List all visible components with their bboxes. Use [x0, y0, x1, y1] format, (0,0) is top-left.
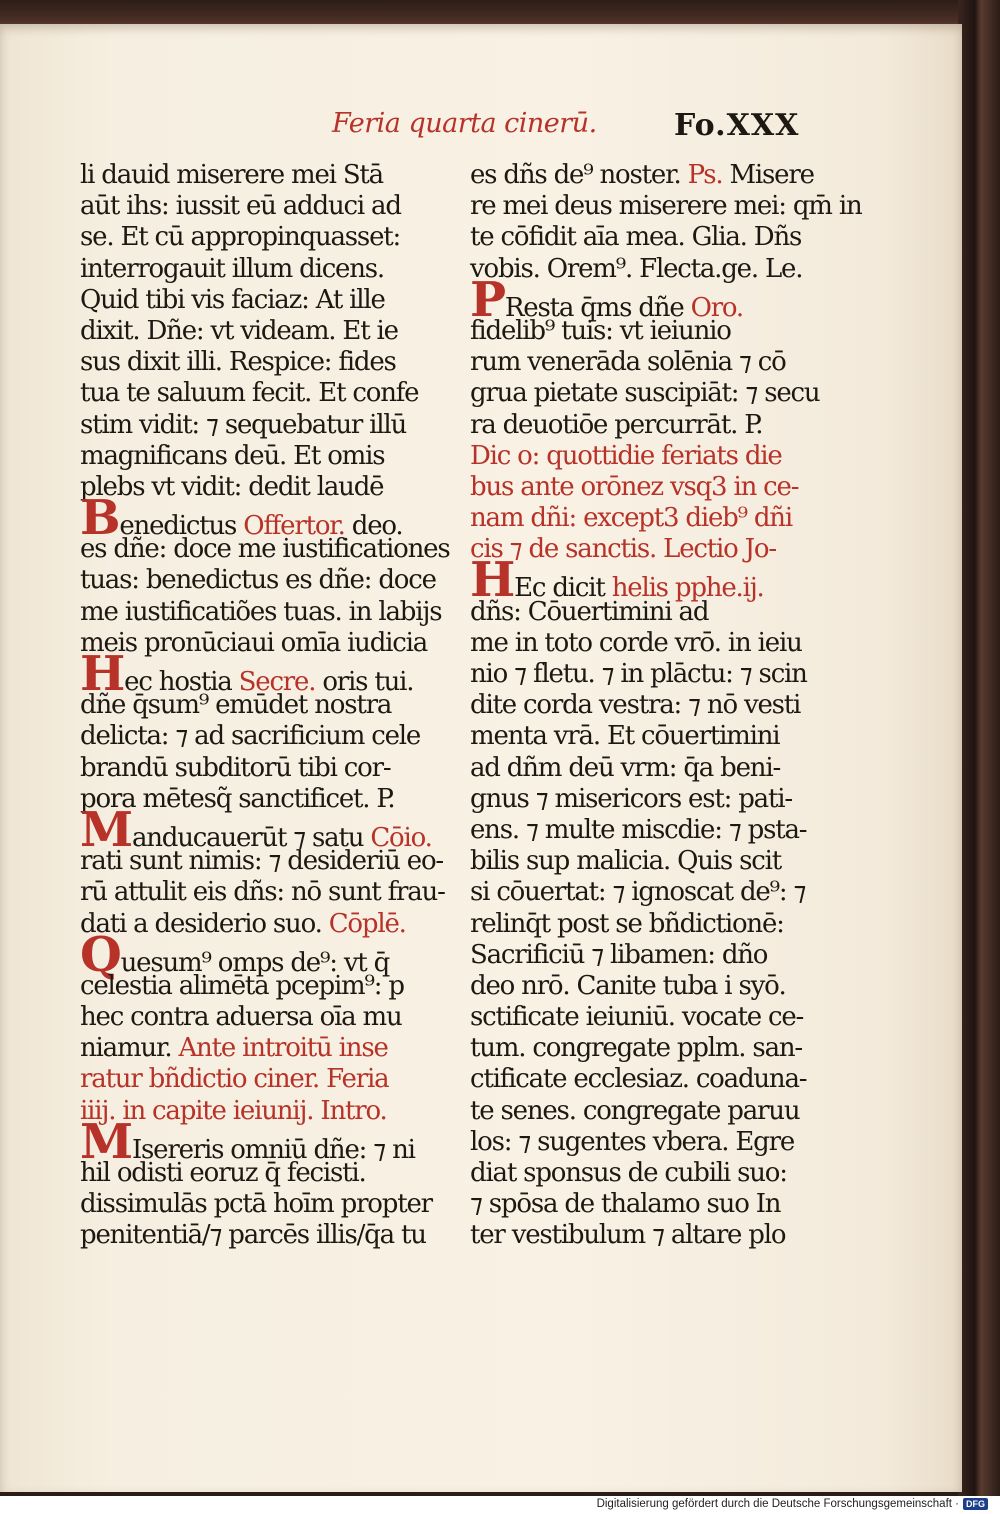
line-text: menta vrā. Et cōuertimini [470, 721, 780, 752]
text-line [80, 801, 432, 858]
text-line [80, 753, 425, 784]
text-line [80, 690, 425, 721]
rubric-text: Ante introitū inse [178, 1033, 388, 1064]
line-text: dixit. Dñe: vt videam. Et ie [80, 315, 398, 346]
text-line [80, 316, 425, 347]
text-line [470, 503, 815, 534]
line-text: stim vidit: ⁊ sequebatur illū [80, 409, 407, 440]
folio-number: Fo.XXX [674, 108, 800, 143]
line-text: meis pronūciaui omīa iudicia [80, 627, 428, 658]
rubric-initial: H [80, 646, 125, 702]
line-text: hec contra aduersa oīa mu [80, 1002, 402, 1033]
line-text: dñs: Cōuertimini ad [470, 596, 709, 627]
line-text: los: ⁊ sugentes vbera. Egre [470, 1126, 795, 1157]
rubric-text: Cōplē. [328, 908, 406, 939]
line-text: celestia alimēta pcepim⁹: p [80, 970, 404, 1001]
line-text: es dñs de⁹ noster. [470, 160, 688, 190]
rubric-text: Oro. [690, 292, 743, 323]
text-line [80, 347, 425, 378]
text-line [80, 191, 425, 222]
text-line [80, 160, 425, 191]
line-text: brandū subditorū tibi cor- [80, 752, 391, 783]
digitization-credit [597, 1498, 988, 1510]
line-text: fidelib⁹ tuis: vt ieiunio [470, 315, 731, 346]
text-line [80, 410, 425, 441]
text-line [80, 1220, 425, 1251]
right-text-column [470, 160, 862, 1252]
text-line [80, 1189, 432, 1220]
text-line [470, 971, 815, 1002]
text-line [470, 534, 815, 565]
line-text: Isereris omniū dñe: ⁊ ni [131, 1134, 415, 1165]
book-spine-edge [958, 0, 1000, 1496]
line-text: ter vestibulum ⁊ altare plo [470, 1220, 786, 1251]
text-line [470, 1220, 815, 1251]
text-line [80, 846, 443, 877]
text-line [80, 565, 436, 596]
line-text: rum venerāda solēnia ⁊ cō [470, 347, 786, 378]
text-line [80, 1033, 425, 1064]
line-text: magnificans deū. Et omis [80, 440, 385, 471]
rubric-text: Cōio. [370, 822, 432, 853]
line-text: ctificate ecclesiaz. coaduna- [470, 1064, 807, 1095]
line-text: re mei deus miserere mei: qm̄ in [470, 191, 862, 222]
text-line [470, 1127, 815, 1158]
text-line [470, 628, 815, 659]
text-line [470, 378, 820, 409]
rubric-text: bus ante orōnez vsq3 in ce- [470, 471, 799, 502]
line-text: me in toto corde vrō. in ieiu [470, 627, 802, 658]
line-text: Ec dicit [514, 573, 612, 604]
text-line [80, 721, 425, 752]
text-line [80, 285, 425, 316]
line-text: li dauid miserere mei Stā [80, 160, 383, 190]
line-text: relinq̄t post se bñdictionē: [470, 908, 784, 939]
rubric-text: helis pphe.ij. [611, 573, 764, 604]
rubric-text: Offertor. [243, 511, 345, 542]
text-line [470, 1158, 815, 1189]
text-line [470, 222, 815, 253]
line-text: dati a desiderio suo. [80, 908, 329, 939]
line-text: dite corda vestra: ⁊ nō vesti [470, 690, 801, 721]
line-text: hil odisti eoruz q̄ fecisti. [80, 1158, 366, 1188]
line-text: vobis. Orem⁹. Flecta.ge. Le. [470, 253, 803, 284]
line-text: aūt ihs: iussit eū adduci ad [80, 191, 401, 222]
line-text: Resta q̄ms dñe [504, 292, 691, 323]
text-line [470, 659, 815, 690]
text-line [470, 784, 815, 815]
rubric-initial: Q [80, 926, 121, 983]
rubric-text: Dic o: quottidie feriats die [470, 440, 782, 471]
text-line [470, 1033, 815, 1064]
line-text: te cōfidit aīa mea. Glia. Dñs [470, 222, 802, 253]
text-line [470, 940, 815, 971]
line-text: tua te saluum fecit. Et confe [80, 378, 419, 409]
line-text: Quid tibi vis faciaz: At ille [80, 284, 385, 315]
text-line [470, 254, 815, 285]
text-line [470, 1002, 815, 1033]
line-text: tuas: benedictus es dñe: doce [80, 565, 436, 596]
text-line [80, 1113, 425, 1170]
text-line [470, 815, 815, 846]
dfg-logo: DFG [963, 1498, 988, 1510]
text-line [80, 627, 428, 659]
rubric-initial: H [470, 552, 515, 609]
text-line [470, 690, 815, 721]
text-line [80, 472, 425, 503]
line-text: ec hostia [124, 667, 239, 697]
text-line [80, 971, 425, 1002]
line-text: rati sunt nimis: ⁊ desideriū eo- [80, 846, 443, 877]
text-line [470, 1064, 815, 1095]
line-text: ens. ⁊ multe miscdie: ⁊ psta- [470, 814, 807, 845]
rubric-initial: M [80, 1113, 132, 1170]
text-line [470, 271, 815, 328]
rubric-initial: P [470, 271, 505, 328]
text-line [80, 378, 425, 409]
text-line [470, 846, 815, 877]
text-line [470, 410, 815, 441]
line-text: me iustificatiões tuas. in labijs [80, 596, 442, 627]
text-line [470, 347, 815, 378]
running-title: Feria quarta cinerū. [332, 108, 597, 139]
text-line [80, 909, 425, 940]
line-text: grua pietate suscipiāt: ⁊ secu [470, 378, 820, 409]
text-line [80, 1064, 425, 1095]
line-text: interrogauit illum dicens. [80, 253, 384, 284]
line-text: Misere [722, 160, 814, 190]
text-line [80, 596, 442, 628]
text-line [470, 1096, 815, 1127]
line-text: ⁊ spōsa de thalamo suo In [470, 1189, 781, 1220]
line-text: te senes. congregate paruu [470, 1095, 800, 1126]
line-text: sus dixit illi. Respice: fides [80, 347, 396, 378]
line-text: plebs vt vidit: dedit laudē [80, 471, 384, 502]
left-text-column [80, 160, 450, 1252]
text-line [80, 222, 425, 253]
line-text: sctificate ieiuniū. vocate ce- [470, 1002, 804, 1033]
credit-text: Digitalisierung gefördert durch die Deutsche Forschungsgemeinschaft · [596, 1498, 959, 1510]
line-text: enedictus [119, 511, 244, 542]
text-line [470, 472, 815, 503]
line-text: bilis sup malicia. Quis scit [470, 846, 781, 877]
rubric-initial: B [80, 490, 120, 547]
rubric-text: ratur bñdictio ciner. Feria [80, 1064, 389, 1095]
text-line [80, 534, 450, 565]
text-line [80, 490, 425, 547]
text-line [470, 909, 815, 940]
line-text: dñe q̄sum⁹ emūdet nostra [80, 690, 392, 721]
text-line [470, 160, 815, 191]
text-line [470, 316, 815, 347]
line-text: uesum⁹ omps de⁹: vt q̄ [120, 947, 390, 978]
text-line [80, 1002, 425, 1033]
text-line [470, 552, 815, 609]
line-text: ad dñm deū vrm: q̄a beni- [470, 752, 781, 783]
text-line [80, 877, 445, 908]
line-text: nio ⁊ fletu. ⁊ in plāctu: ⁊ scin [470, 659, 807, 689]
line-text: gnus ⁊ misericors est: pati- [470, 783, 792, 814]
text-line [470, 877, 815, 908]
line-text: se. Et cū appropinquasset: [80, 222, 401, 253]
line-text: deo nrō. Canite tuba i syō. [470, 970, 786, 1001]
line-text: tum. congregate pplm. san- [470, 1033, 803, 1064]
line-text: niamur. [80, 1033, 179, 1064]
rubric-text: iiij. in capite ieiunij. Intro. [80, 1095, 387, 1126]
line-text: diat sponsus de cubili suo: [470, 1158, 787, 1188]
rubric-text: nam dñi: except3 dieb⁹ dñi [470, 503, 792, 534]
line-text: oris tui. [315, 667, 414, 697]
text-line [80, 441, 425, 472]
text-line [470, 191, 862, 222]
line-text: Sacrificiū ⁊ libamen: dño [470, 939, 768, 970]
text-line [470, 721, 815, 752]
line-text: rū attulit eis dñs: nō sunt frau- [80, 877, 445, 908]
book-page [0, 24, 962, 1492]
text-line [470, 441, 815, 472]
line-text: dissimulās pctā hoīm propter [80, 1189, 432, 1220]
line-text: deo. [344, 511, 403, 542]
line-text: si cōuertat: ⁊ ignoscat de⁹: ⁊ [470, 877, 806, 908]
text-line [470, 753, 815, 784]
line-text: pora mētesq̃ sanctificet. P. [80, 783, 395, 814]
rubric-text: cis ⁊ de sanctis. Lectio Jo- [470, 534, 776, 565]
line-text: ra deuotiōe percurrāt. P. [470, 409, 763, 440]
line-text: penitentiā/⁊ parcēs illis/q̄a tu [80, 1220, 426, 1251]
line-text: es dñe: doce me iustificationes [80, 534, 450, 565]
line-text: anducauerūt ⁊ satu [131, 822, 371, 853]
line-text: delicta: ⁊ ad sacrificium cele [80, 721, 421, 752]
text-line [80, 926, 425, 983]
text-line [80, 646, 425, 702]
text-line [80, 254, 425, 285]
text-line [470, 1189, 815, 1220]
rubric-text: Ps. [687, 160, 723, 190]
rubric-text: Secre. [238, 667, 316, 697]
rubric-initial: M [80, 801, 132, 858]
